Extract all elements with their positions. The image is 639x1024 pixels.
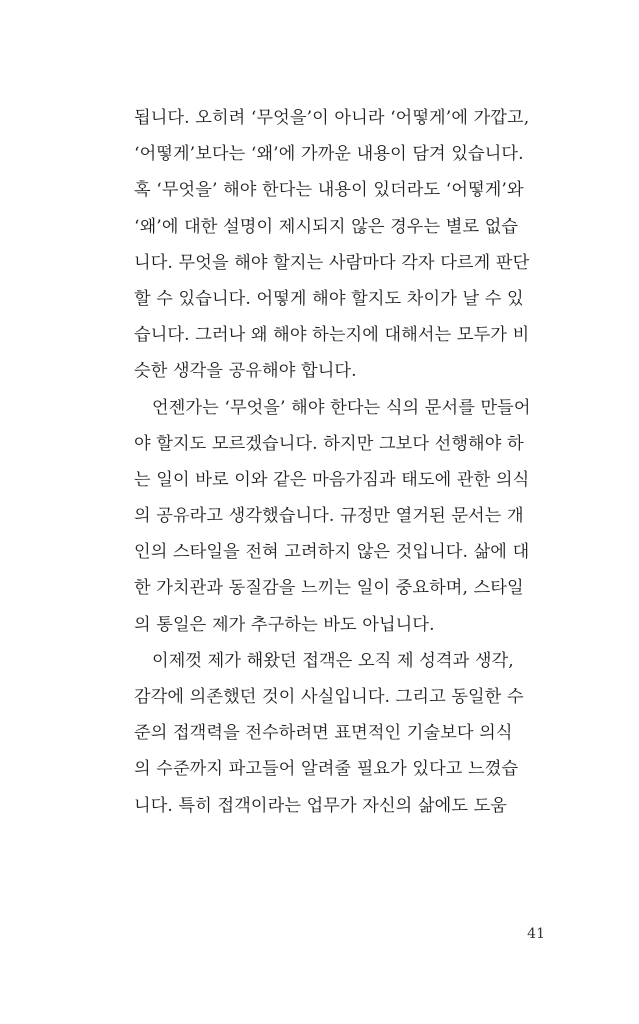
text-line: 의 수준까지 파고들어 알려줄 필요가 있다고 느꼈습 — [134, 759, 519, 780]
text-line: 슷한 생각을 공유해야 합니다. — [134, 361, 357, 382]
text-line: 니다. 무엇을 해야 할지는 사람마다 각자 다르게 판단 — [134, 252, 530, 273]
text-line: ‘어떻게’보다는 ‘왜’에 가까운 내용이 담겨 있습니다. — [134, 144, 524, 165]
text-line: 한 가치관과 동질감을 느끼는 일이 중요하며, 스타일 — [134, 578, 524, 599]
text-line: 준의 접객력을 전수하려면 표면적인 기술보다 의식 — [134, 723, 513, 744]
body-text — [134, 100, 544, 824]
page-number: 41 — [527, 926, 545, 942]
text-line: 야 할지도 모르겠습니다. 하지만 그보다 선행해야 하 — [134, 433, 524, 454]
text-line: 니다. 특히 접객이라는 업무가 자신의 삶에도 도움 — [134, 795, 508, 816]
paragraph-start-line: 이제껏 제가 해왔던 접객은 오직 제 성격과 생각, — [152, 650, 514, 671]
text-line: 감각에 의존했던 것이 사실입니다. 그리고 동일한 수 — [134, 687, 524, 707]
text-line: 됩니다. 오히려 ‘무엇을’이 아니라 ‘어떻게’에 가깝고, — [134, 108, 530, 128]
text-line: 의 통일은 제가 추구하는 바도 아닙니다. — [134, 614, 435, 635]
text-line: 혹 ‘무엇을’ 해야 한다는 내용이 있더라도 ‘어떻게’와 — [134, 180, 524, 201]
paragraph-start-line: 언젠가는 ‘무엇을’ 해야 한다는 식의 문서를 만들어 — [152, 397, 531, 418]
text-line: 할 수 있습니다. 어떻게 해야 할지도 차이가 날 수 있 — [134, 288, 524, 309]
text-line: 인의 스타일을 전혀 고려하지 않은 것입니다. 삶에 대 — [134, 542, 530, 563]
text-line: ‘왜’에 대한 설명이 제시되지 않은 경우는 별로 없습 — [134, 216, 519, 237]
text-line: 의 공유라고 생각했습니다. 규정만 열거된 문서는 개 — [134, 506, 524, 527]
text-line: 는 일이 바로 이와 같은 마음가짐과 태도에 관한 의식 — [134, 469, 530, 490]
text-line: 습니다. 그러나 왜 해야 하는지에 대해서는 모두가 비 — [134, 325, 530, 346]
